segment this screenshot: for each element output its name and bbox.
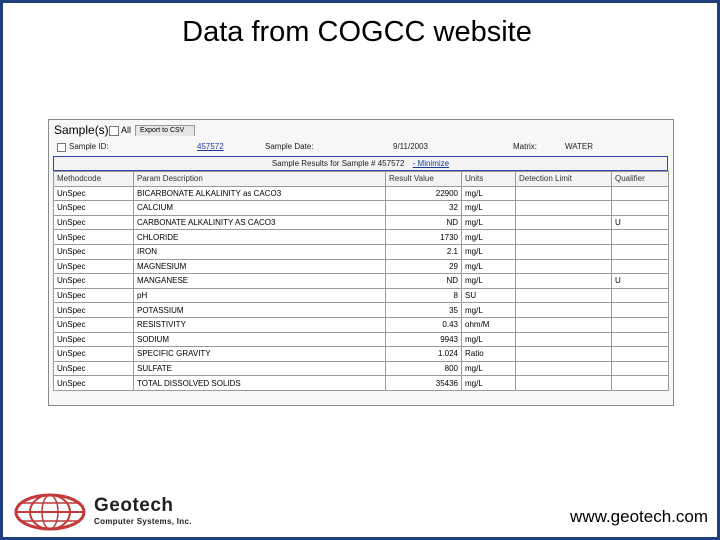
cell-result: ND	[386, 274, 462, 289]
cell-detection	[516, 376, 612, 391]
table-row	[54, 288, 669, 303]
table-row	[54, 317, 669, 332]
sample-tabbar	[49, 120, 671, 136]
cell-result: ND	[386, 215, 462, 230]
cell-units: mg/L	[462, 230, 516, 245]
cell-param: TOTAL DISSOLVED SOLIDS	[134, 376, 386, 391]
cell-methodcode: UnSpec	[54, 376, 134, 391]
cell-methodcode: UnSpec	[54, 215, 134, 230]
cell-qualifier: U	[612, 274, 669, 289]
col-param-description: Param Description	[134, 172, 386, 187]
cell-param: POTASSIUM	[134, 303, 386, 318]
logo-tagline: Computer Systems, Inc.	[94, 517, 192, 526]
geotech-logo	[12, 492, 232, 532]
cell-param: SULFATE	[134, 361, 386, 376]
globe-icon	[12, 492, 88, 532]
cell-qualifier	[612, 332, 669, 347]
all-label: All	[121, 125, 132, 135]
cell-result: 35436	[386, 376, 462, 391]
logo-brand: Geotech	[94, 495, 174, 516]
col-methodcode: Methodcode	[54, 172, 134, 187]
cell-detection	[516, 288, 612, 303]
table-row	[54, 303, 669, 318]
cell-result: 35	[386, 303, 462, 318]
cell-detection	[516, 332, 612, 347]
cell-param: CALCIUM	[134, 201, 386, 216]
results-table	[53, 171, 669, 391]
col-qualifier: Qualifier	[612, 172, 669, 187]
sample-id-link[interactable]: 457572	[197, 142, 224, 151]
cell-units: ohm/M	[462, 317, 516, 332]
cell-methodcode: UnSpec	[54, 347, 134, 362]
cell-param: CARBONATE ALKALINITY AS CACO3	[134, 215, 386, 230]
sample-date-value: 9/11/2003	[393, 142, 428, 151]
cell-qualifier: U	[612, 215, 669, 230]
slide-title: Data from COGCC website	[182, 16, 532, 48]
matrix-value: WATER	[565, 142, 593, 151]
cell-methodcode: UnSpec	[54, 244, 134, 259]
sample-date-label: Sample Date:	[265, 142, 314, 151]
table-row	[54, 201, 669, 216]
cell-qualifier	[612, 317, 669, 332]
sample-checkbox[interactable]	[57, 143, 66, 152]
cell-detection	[516, 215, 612, 230]
samples-label: Sample(s)	[54, 123, 109, 137]
results-header	[53, 156, 668, 171]
table-row	[54, 215, 669, 230]
cell-param: MANGANESE	[134, 274, 386, 289]
table-header-row	[54, 172, 669, 187]
cell-param: BICARBONATE ALKALINITY as CACO3	[134, 186, 386, 201]
matrix-label: Matrix:	[513, 142, 537, 151]
table-row	[54, 259, 669, 274]
cell-detection	[516, 230, 612, 245]
cell-param: pH	[134, 288, 386, 303]
cell-units: mg/L	[462, 361, 516, 376]
cell-units: mg/L	[462, 244, 516, 259]
cell-methodcode: UnSpec	[54, 288, 134, 303]
cell-detection	[516, 317, 612, 332]
table-row	[54, 361, 669, 376]
cell-methodcode: UnSpec	[54, 332, 134, 347]
cell-units: mg/L	[462, 186, 516, 201]
table-row	[54, 376, 669, 391]
minimize-link[interactable]: - Minimize	[412, 159, 450, 168]
cell-methodcode: UnSpec	[54, 274, 134, 289]
col-result-value: Result Value	[386, 172, 462, 187]
cell-detection	[516, 186, 612, 201]
cell-qualifier	[612, 376, 669, 391]
results-title: Sample Results for Sample # 457572	[271, 159, 405, 168]
cell-units: mg/L	[462, 332, 516, 347]
cell-qualifier	[612, 361, 669, 376]
cell-detection	[516, 347, 612, 362]
cell-methodcode: UnSpec	[54, 317, 134, 332]
cell-result: 1.024	[386, 347, 462, 362]
cell-detection	[516, 274, 612, 289]
cell-detection	[516, 259, 612, 274]
table-row	[54, 230, 669, 245]
sample-id-label: Sample ID:	[69, 142, 109, 151]
cell-result: 1730	[386, 230, 462, 245]
cell-result: 8	[386, 288, 462, 303]
cell-result: 0.43	[386, 317, 462, 332]
cell-methodcode: UnSpec	[54, 230, 134, 245]
cell-qualifier	[612, 230, 669, 245]
cell-result: 29	[386, 259, 462, 274]
cell-units: mg/L	[462, 215, 516, 230]
cell-result: 22900	[386, 186, 462, 201]
cell-detection	[516, 303, 612, 318]
cell-param: IRON	[134, 244, 386, 259]
cell-units: Ratio	[462, 347, 516, 362]
all-checkbox[interactable]	[109, 126, 119, 136]
cell-param: RESISTIVITY	[134, 317, 386, 332]
cell-units: mg/L	[462, 376, 516, 391]
cell-units: mg/L	[462, 274, 516, 289]
cell-units: SU	[462, 288, 516, 303]
cell-param: MAGNESIUM	[134, 259, 386, 274]
cell-result: 9943	[386, 332, 462, 347]
cell-units: mg/L	[462, 303, 516, 318]
cell-qualifier	[612, 347, 669, 362]
cell-detection	[516, 361, 612, 376]
cell-qualifier	[612, 259, 669, 274]
sample-info-bar	[53, 140, 669, 154]
table-row	[54, 347, 669, 362]
cell-methodcode: UnSpec	[54, 361, 134, 376]
cell-result: 800	[386, 361, 462, 376]
cell-methodcode: UnSpec	[54, 186, 134, 201]
cell-param: SODIUM	[134, 332, 386, 347]
cell-qualifier	[612, 288, 669, 303]
cell-param: CHLORIDE	[134, 230, 386, 245]
website-url: www.geotech.com	[570, 507, 708, 526]
col-detection-limit: Detection Limit	[516, 172, 612, 187]
cell-units: mg/L	[462, 201, 516, 216]
cell-methodcode: UnSpec	[54, 259, 134, 274]
sample-results-panel	[48, 119, 674, 406]
cell-qualifier	[612, 303, 669, 318]
table-row	[54, 244, 669, 259]
cell-methodcode: UnSpec	[54, 201, 134, 216]
cell-qualifier	[612, 186, 669, 201]
col-units: Units	[462, 172, 516, 187]
cell-detection	[516, 201, 612, 216]
cell-param: SPECIFIC GRAVITY	[134, 347, 386, 362]
export-csv-tab[interactable]: Export to CSV	[135, 125, 195, 136]
cell-result: 2.1	[386, 244, 462, 259]
cell-result: 32	[386, 201, 462, 216]
cell-detection	[516, 244, 612, 259]
table-row	[54, 332, 669, 347]
cell-qualifier	[612, 244, 669, 259]
table-row	[54, 186, 669, 201]
table-row	[54, 274, 669, 289]
cell-methodcode: UnSpec	[54, 303, 134, 318]
cell-qualifier	[612, 201, 669, 216]
cell-units: mg/L	[462, 259, 516, 274]
